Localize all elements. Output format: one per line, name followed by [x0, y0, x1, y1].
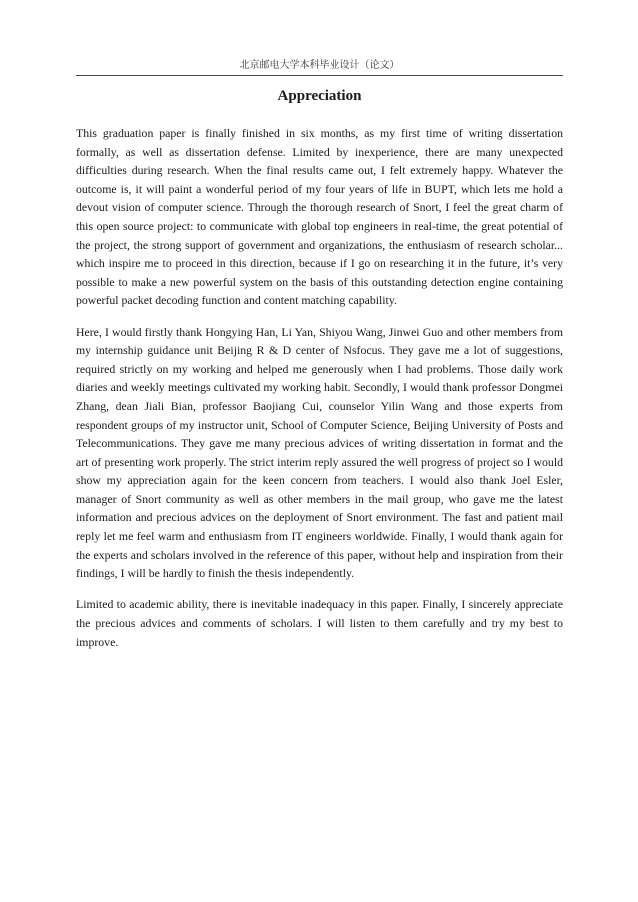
- page-title: Appreciation: [277, 88, 362, 104]
- document-body: [76, 124, 563, 664]
- running-header: 北京邮电大学本科毕业设计（论文）: [239, 60, 400, 71]
- header-rule: [76, 75, 563, 76]
- paragraph: This graduation paper is finally finished in six months, as my first time of writing dissertation formally, as well as dissertation defense. Limited by inexperience, there are many unexpected difficulties during research. When the final results came out, I felt extremely happy. Whatever the outcome is, it will paint a wonderful period of my four years of life in BUPT, which lets me hold a devout vision of computer science. Through the thorough research of Snort, I feel the great charm of this open source project: to communicate with global top engineers in real-time, the great potential of the project, the strong support of government and organizations, the enthusiasm of research scholar... which inspire me to proceed in this direction, because if I go on researching it in the future, it’s very possible to make a new powerful system on the basis of this outstanding detection engine containing powerful packet decoding function and content matching capability.: [76, 126, 563, 308]
- paragraph: Here, I would firstly thank Hongying Han, Li Yan, Shiyou Wang, Jinwei Guo and other members from my internship guidance unit Beijing R & D center of Nsfocus. They gave me a lot of suggestions, required strictly on my working and helped me generously when I had problems. Those daily work diaries and weekly meetings cultivated my working habit. Secondly, I would thank professor Dongmei Zhang, dean Jiali Bian, professor Baojiang Cui, counselor Yilin Wang and those experts from respondent groups of my instructor unit, School of Computer Science, Beijing University of Posts and Telecommunications. They gave me many precious advices of writing dissertation in format and the art of presenting work properly. The strict interim reply assured the well progress of project so I would show my appreciation again for the keen concern from teachers. I would also thank Joel Esler, manager of Snort community as well as other members in the mail group, who gave me the latest information and precious advices on the deployment of Snort environment. The fast and patient mail reply let me feel warm and enthusiasm from IT engineers worldwide. Finally, I would thank again for the experts and scholars involved in the reference of this paper, without help and inspiration from their findings, I will be hardly to finish the thesis independently.: [76, 324, 563, 581]
- paragraph: Limited to academic ability, there is inevitable inadequacy in this paper. Finally, I sincerely appreciate the precious advices and comments of scholars. I will listen to them carefully and try my best to improve.: [76, 597, 563, 649]
